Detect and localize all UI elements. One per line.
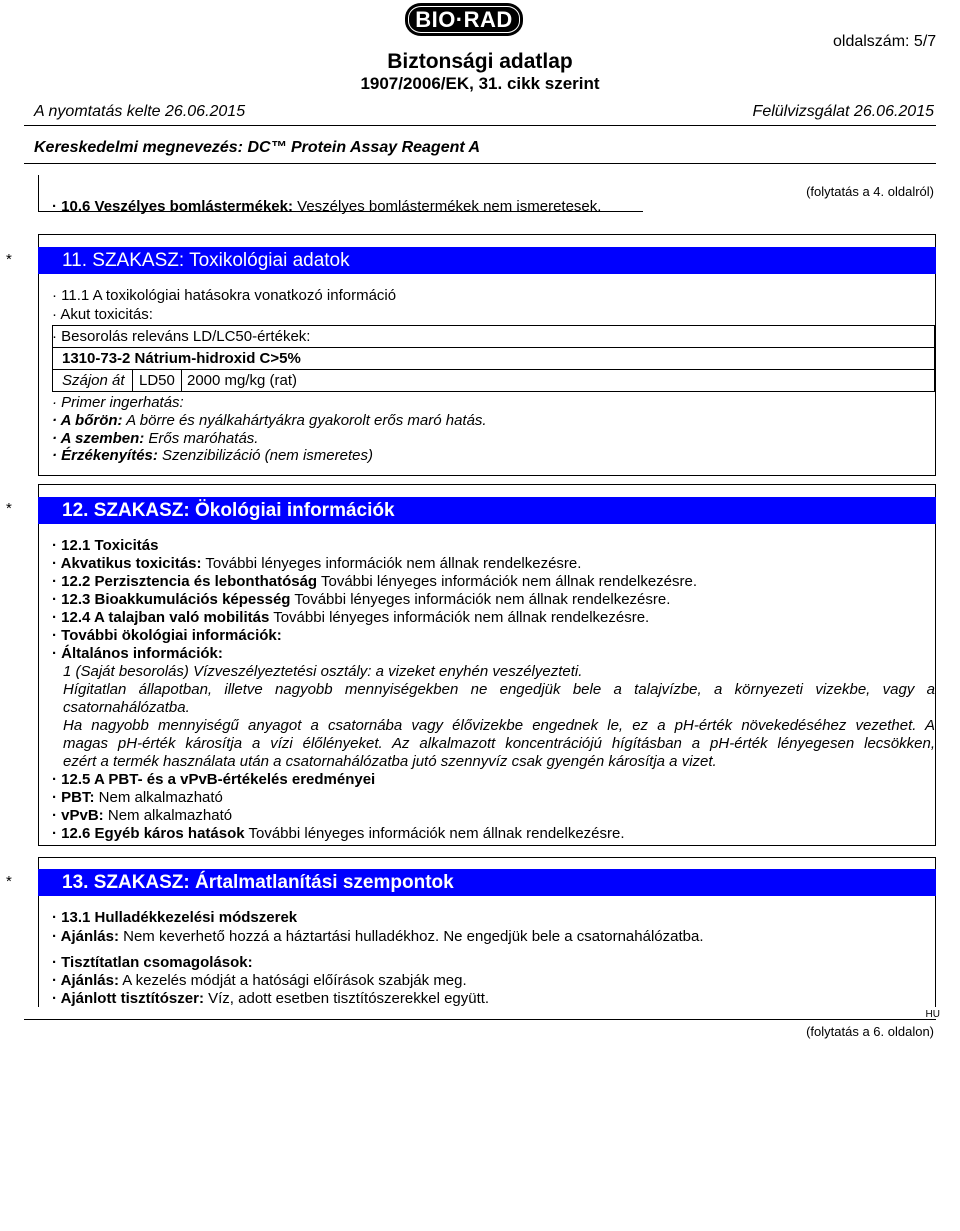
aquatic-label: · Akvatikus toxicitás: bbox=[52, 555, 202, 572]
section12-right-rule bbox=[935, 484, 936, 846]
pbt-value: Nem alkalmazható bbox=[94, 789, 223, 806]
packaging-recommendation-label: · Ajánlás: bbox=[52, 972, 119, 989]
section11-sensitization bbox=[52, 447, 373, 464]
bioaccumulation-value: További lényeges információk nem állnak rendelkezésre. bbox=[290, 591, 671, 608]
persistence-label: · 12.2 Perzisztencia és lebonthatóság bbox=[52, 573, 318, 590]
section13-line3: · Tisztítatlan csomagolások: bbox=[52, 954, 253, 971]
mobility-value: További lényeges információk nem állnak rendelkezésre. bbox=[269, 609, 650, 626]
section12-para1: 1 (Saját besorolás) Vízveszélyeztetési osztály: a vizeket enyhén veszélyezteti. bbox=[63, 663, 583, 680]
section12-line2 bbox=[52, 555, 581, 572]
trade-name-label: Kereskedelmi megnevezés: bbox=[34, 139, 243, 156]
section12-vpvb bbox=[52, 807, 232, 824]
skin-label: · A bőrön: bbox=[52, 412, 123, 429]
section12-para2b: csatornahálózatba. bbox=[63, 699, 190, 716]
section12-top-rule bbox=[38, 484, 936, 485]
section11-line2: · Akut toxicitás: bbox=[52, 306, 153, 323]
section13-line4 bbox=[52, 972, 467, 989]
section12-para3a: Ha nagyobb mennyiségű anyagot a csatornába vagy élővizekbe engednek le, ez a pH-érték növekedéséhez vezethet. A bbox=[63, 717, 935, 734]
eye-label: · A szemben: bbox=[52, 430, 145, 447]
bio-rad-logo: BIO·RAD bbox=[405, 3, 523, 36]
section10-value: Veszélyes bomlástermékek nem ismeretesek. bbox=[292, 198, 602, 215]
section13-line1: · 13.1 Hulladékkezelési módszerek bbox=[52, 909, 298, 926]
vpvb-label: · vPvB: bbox=[52, 807, 104, 824]
trade-name bbox=[34, 139, 480, 157]
section11-top-rule bbox=[38, 234, 936, 235]
section13-top-rule bbox=[38, 857, 936, 858]
section11-eye bbox=[52, 430, 258, 447]
section13-heading: 13. SZAKASZ: Ártalmatlanítási szempontok bbox=[38, 869, 936, 896]
section12-heading: 12. SZAKASZ: Ökológiai információk bbox=[38, 497, 936, 524]
ld50-col1 bbox=[132, 369, 133, 392]
section11-primer: · Primer ingerhatás: bbox=[52, 394, 184, 411]
other-effects-label: · 12.6 Egyéb káros hatások bbox=[52, 825, 245, 842]
section12-changed-marker: * bbox=[6, 500, 12, 517]
ld50-table-rule1 bbox=[52, 347, 935, 348]
section13-line2 bbox=[52, 928, 704, 945]
pbt-label: · PBT: bbox=[52, 789, 95, 806]
ld50-value: 2000 mg/kg (rat) bbox=[187, 372, 298, 389]
ld50-substance: 1310-73-2 Nátrium-hidroxid C>5% bbox=[62, 350, 301, 367]
continued-to: (folytatás a 6. oldalon) bbox=[806, 1024, 934, 1039]
section12-line9 bbox=[52, 825, 625, 842]
skin-value: A börre és nyálkahártyákra gyakorolt erős maró hatás. bbox=[122, 412, 487, 429]
packaging-recommendation-value: A kezelés módját a hatósági előírások szabják meg. bbox=[118, 972, 467, 989]
sens-value: Szenzibilizáció (nem ismeretes) bbox=[157, 447, 373, 464]
recommendation-label: · Ajánlás: bbox=[52, 928, 119, 945]
eye-value: Erős maróhatás. bbox=[144, 430, 259, 447]
trade-name-value: DC™ Protein Assay Reagent A bbox=[247, 139, 481, 156]
section12-line7: · Általános információk: bbox=[52, 645, 223, 662]
left-rule-10 bbox=[38, 175, 39, 211]
section11-bottom-rule bbox=[38, 475, 936, 476]
mobility-label: · 12.4 A talajban való mobilitás bbox=[52, 609, 270, 626]
continued-from: (folytatás a 4. oldalról) bbox=[806, 184, 934, 199]
section11-heading: 11. SZAKASZ: Toxikológiai adatok bbox=[38, 247, 936, 274]
section13-changed-marker: * bbox=[6, 873, 12, 890]
section11-changed-marker: * bbox=[6, 251, 12, 268]
section13-line5 bbox=[52, 990, 489, 1007]
bioaccumulation-label: · 12.3 Bioakkumulációs képesség bbox=[52, 591, 291, 608]
ld50-col2 bbox=[181, 369, 182, 392]
section12-para2a: Hígitatlan állapotban, illetve nagyobb mennyiségekben ne engedjük bele a talajvízbe, a környezeti vizekbe, vagy a bbox=[63, 681, 935, 698]
section12-para3c: ezért a termék használata után a csatornahálózatba jutó szennyvíz csak gyengén károsítja a vizet. bbox=[63, 753, 717, 770]
section12-bottom-rule bbox=[38, 845, 936, 846]
header-divider bbox=[24, 125, 936, 126]
language-code: HU bbox=[925, 1009, 940, 1020]
persistence-value: További lényeges információk nem állnak rendelkezésre. bbox=[317, 573, 698, 590]
footer-rule bbox=[24, 1019, 936, 1020]
ld50-route: Szájon át bbox=[62, 372, 125, 389]
page-number: oldalszám: 5/7 bbox=[833, 33, 937, 50]
document-subtitle: 1907/2006/EK, 31. cikk szerint bbox=[360, 74, 600, 93]
section12-line8: · 12.5 A PBT- és a vPvB-értékelés eredményei bbox=[52, 771, 376, 788]
aquatic-value: További lényeges információk nem állnak rendelkezésre. bbox=[201, 555, 582, 572]
ld50-table-caption: · Besorolás releváns LD/LC50-értékek: bbox=[52, 328, 311, 345]
section11-skin bbox=[52, 412, 487, 429]
section10-label: · 10.6 Veszélyes bomlástermékek: bbox=[52, 198, 293, 215]
section12-line5 bbox=[52, 609, 649, 626]
section12-line4 bbox=[52, 591, 670, 608]
section12-pbt bbox=[52, 789, 223, 806]
recommendation-value: Nem keverhető hozzá a háztartási hulladékhoz. Ne engedjük bele a csatornahálózatba. bbox=[118, 928, 704, 945]
print-date: A nyomtatás kelte 26.06.2015 bbox=[34, 103, 246, 120]
section12-line6: · További ökológiai információk: bbox=[52, 627, 282, 644]
section11-line1: · 11.1 A toxikológiai hatásokra vonatkozó információ bbox=[52, 287, 397, 304]
revision-date: Felülvizsgálat 26.06.2015 bbox=[752, 103, 934, 120]
ld50-type: LD50 bbox=[139, 372, 175, 389]
section10-line bbox=[52, 198, 601, 215]
ld50-table-rule2 bbox=[52, 369, 935, 370]
other-effects-value: További lényeges információk nem állnak rendelkezésre. bbox=[244, 825, 625, 842]
section10-divider bbox=[38, 211, 643, 212]
section12-para3b: magas pH-érték károsítja a vízi élőlényeket. Az alkalmazott koncentrációjú hígításban a pH-érték lényegesen lecsökken, bbox=[63, 735, 935, 752]
cleaning-agent-value: Víz, adott esetben tisztítószerekkel együtt. bbox=[203, 990, 490, 1007]
vpvb-value: Nem alkalmazható bbox=[103, 807, 233, 824]
header-divider-2 bbox=[24, 163, 936, 164]
section12-line1: · 12.1 Toxicitás bbox=[52, 537, 159, 554]
section12-left-rule bbox=[38, 484, 39, 846]
section12-line3 bbox=[52, 573, 697, 590]
cleaning-agent-label: · Ajánlott tisztítószer: bbox=[52, 990, 204, 1007]
document-title: Biztonsági adatlap bbox=[387, 50, 573, 73]
sens-label: · Érzékenyítés: bbox=[52, 447, 158, 464]
